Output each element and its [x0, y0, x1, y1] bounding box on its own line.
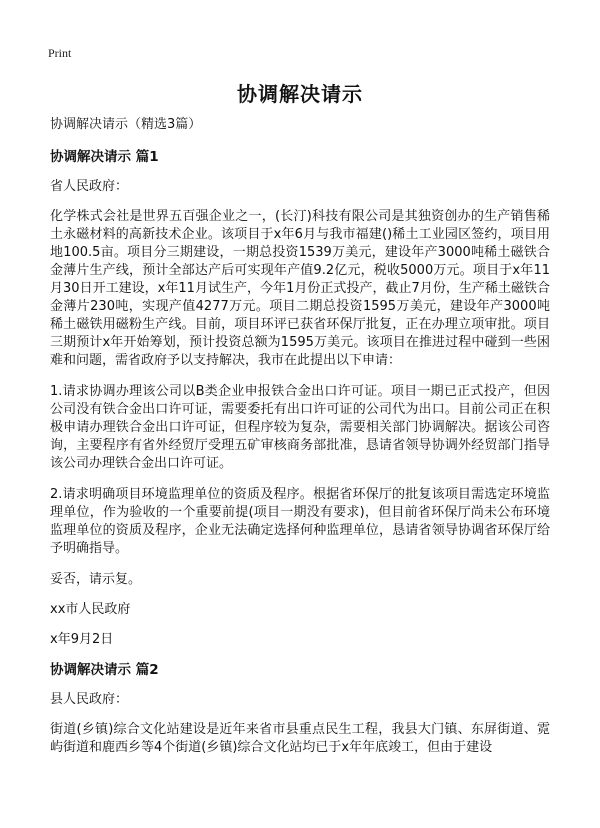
print-link[interactable]: Print	[48, 46, 72, 60]
signature-1: xx市人民政府	[50, 602, 131, 617]
section-heading-1: 协调解决请示 篇1	[50, 149, 159, 165]
paragraph-2-1: 街道(乡镇)综合文化站建设是近年来省市县重点民生工程，我县大门镇、东屏街道、霓屿街道和鹿西乡等4个街道(乡镇)综合文化站均已于x年年底竣工，但由于建设	[50, 722, 550, 755]
date-1: x年9月2日	[50, 632, 114, 647]
document-body	[50, 116, 550, 770]
paragraph-1-1: 化学株式会社是世界五百强企业之一，(长汀)科技有限公司是其独资创办的生产销售稀土永磁材料的高新技术企业。该项目于x年6月与我市福建()稀土工业园区签约，项目用地100.5亩。项目分三期建设，一期总投资1539万美元，建设年产3000吨稀土磁铁合金薄片生产线，预计全部达产后可实现年产值9.2亿元，税收5000万元。项目于x年11月30日开工建设，x年11月试生产，今年1月份正式投产，截止7月份，生产稀土磁铁合金薄片230吨，实现产值4277万元。项目二期总投资1595万美元，建设年产3000吨稀土磁铁用磁粉生产线。目前，项目环评已获省环保厅批复，正在办理立项审批。项目三期预计x年开始筹划，预计投资总额为1595万美元。该项目在推进过程中碰到一些困难和问题，需省政府予以支持解决，我市在此提出以下申请：	[50, 209, 550, 368]
document-subtitle: 协调解决请示（精选3篇）	[50, 117, 202, 132]
paragraph-1-2: 1.请求协调办理该公司以B类企业申报铁合金出口许可证。项目一期已正式投产，但因公司没有铁合金出口许可证，需要委托有出口许可证的公司代为出口。目前公司正在积极申请办理铁合金出口许可证，但程序较为复杂，需要相关部门协调解决。据该公司咨询，主要程序有省外经贸厅受理五矿审核商务部批准，恳请省领导协调外经贸部门指导该公司办理铁合金出口许可证。	[50, 384, 550, 471]
section-heading-2: 协调解决请示 篇2	[50, 662, 159, 678]
salutation-2: 县人民政府：	[50, 692, 129, 707]
salutation-1: 省人民政府：	[50, 179, 129, 194]
closing-1: 妥否，请示复。	[50, 572, 142, 587]
page-title: 协调解决请示	[237, 82, 363, 106]
paragraph-1-3: 2.请求明确项目环境监理单位的资质及程序。根据省环保厅的批复该项目需选定环境监理单位，作为验收的一个重要前提(项目一期没有要求)，但目前省环保厅尚未公布环境监理单位的资质及程序，企业无法确定选择何种监理单位，恳请省领导协调省环保厅给予明确指导。	[50, 487, 550, 556]
